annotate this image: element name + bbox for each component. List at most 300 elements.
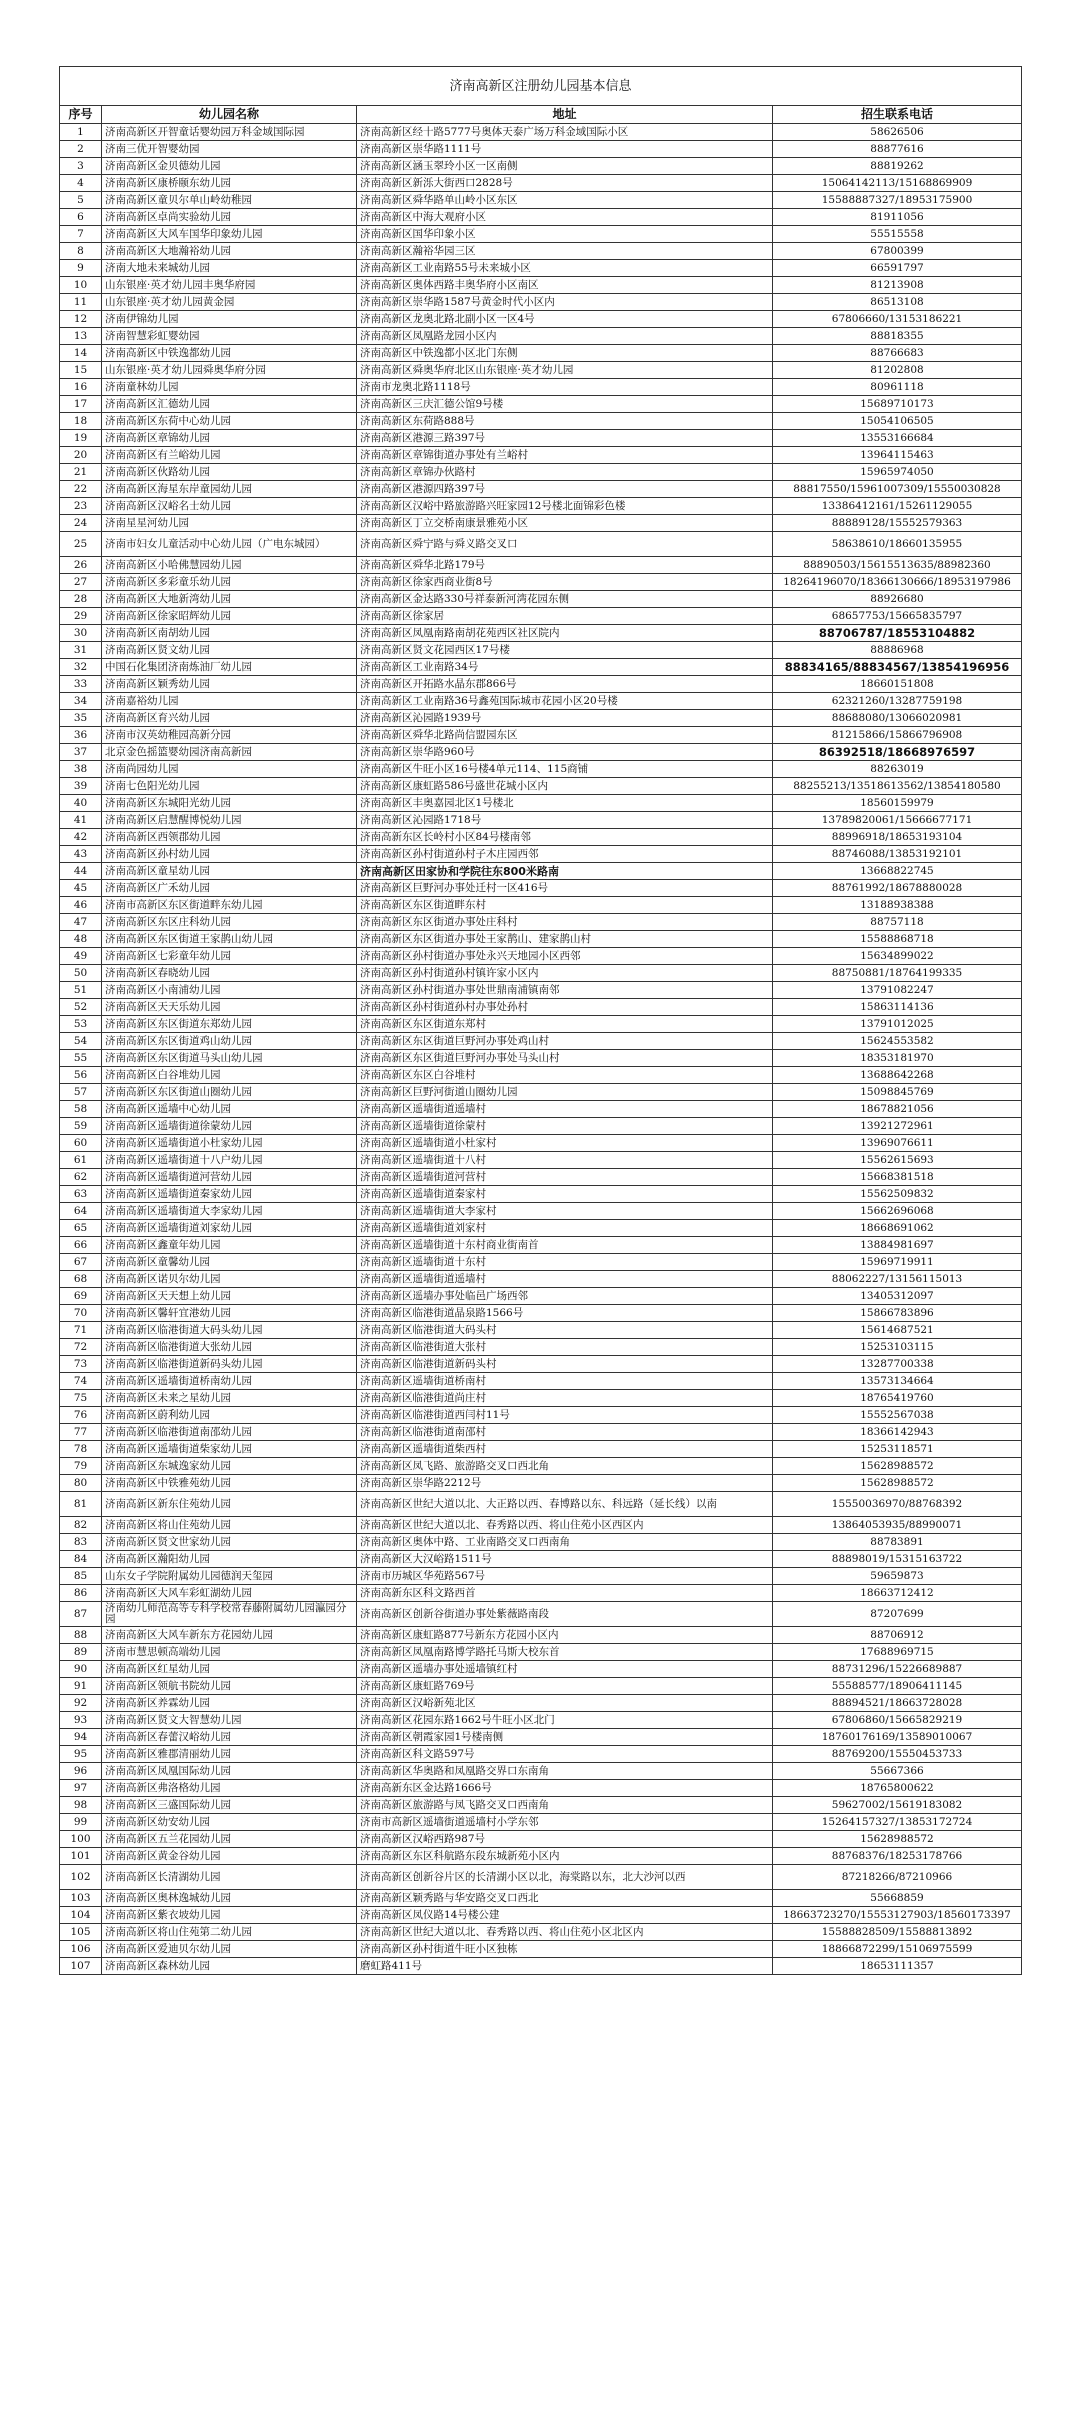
phone: 88750881/18764199335 — [773, 965, 1022, 982]
row-index: 72 — [60, 1339, 102, 1356]
kindergarten-name: 济南高新区大风车国华印象幼儿园 — [102, 226, 357, 243]
row-index: 95 — [60, 1746, 102, 1763]
address: 济南高新区遥墙街道桥南村 — [357, 1373, 773, 1390]
address: 济南高新区临港街道晶泉路1566号 — [357, 1305, 773, 1322]
kindergarten-name: 济南高新区幼安幼儿园 — [102, 1814, 357, 1831]
row-index: 61 — [60, 1152, 102, 1169]
kindergarten-name: 济南高新区白谷堆幼儿园 — [102, 1067, 357, 1084]
table-row — [60, 1517, 1022, 1534]
table-row — [60, 396, 1022, 413]
phone: 13287700338 — [773, 1356, 1022, 1373]
address: 济南高新区康虹路586号盛世花城小区内 — [357, 778, 773, 795]
kindergarten-name: 济南高新区南胡幼儿园 — [102, 625, 357, 642]
row-index: 96 — [60, 1763, 102, 1780]
kindergarten-name: 山东银座·英才幼儿园丰奥华府园 — [102, 277, 357, 294]
table-row — [60, 1695, 1022, 1712]
phone: 15866783896 — [773, 1305, 1022, 1322]
kindergarten-name: 济南智慧彩虹婴幼园 — [102, 328, 357, 345]
kindergarten-name: 济南高新区遥墙街道桥南幼儿园 — [102, 1373, 357, 1390]
address: 济南高新区东区街道畔东村 — [357, 897, 773, 914]
table-row — [60, 498, 1022, 515]
row-index: 41 — [60, 812, 102, 829]
kindergarten-name: 济南高新区养霖幼儿园 — [102, 1695, 357, 1712]
address: 济南高新区三庆汇德公馆9号楼 — [357, 396, 773, 413]
phone: 86392518/18668976597 — [773, 744, 1022, 761]
address: 济南高新区世纪大道以北、春秀路以西、将山住苑小区北区内 — [357, 1924, 773, 1941]
phone: 88263019 — [773, 761, 1022, 778]
table-row — [60, 1373, 1022, 1390]
table-body — [60, 124, 1022, 1975]
row-index: 40 — [60, 795, 102, 812]
table-row — [60, 982, 1022, 999]
address: 济南高新区创新谷片区的长清湖小区以北，海棠路以东，北大沙河以西 — [357, 1865, 773, 1890]
row-index: 54 — [60, 1033, 102, 1050]
row-index: 45 — [60, 880, 102, 897]
table-row — [60, 1220, 1022, 1237]
kindergarten-name: 济南高新区中铁雅苑幼儿园 — [102, 1475, 357, 1492]
address: 济南市龙奥北路1118号 — [357, 379, 773, 396]
kindergarten-name: 济南尚园幼儿园 — [102, 761, 357, 778]
row-index: 20 — [60, 447, 102, 464]
table-row — [60, 362, 1022, 379]
table-row — [60, 260, 1022, 277]
row-index: 14 — [60, 345, 102, 362]
table-row — [60, 591, 1022, 608]
phone: 15253118571 — [773, 1441, 1022, 1458]
row-index: 92 — [60, 1695, 102, 1712]
kindergarten-name: 济南高新区孙村幼儿园 — [102, 846, 357, 863]
phone: 55588577/18906411145 — [773, 1678, 1022, 1695]
address: 济南高新区贤文花园西区17号楼 — [357, 642, 773, 659]
phone: 18663712412 — [773, 1585, 1022, 1602]
table-row — [60, 1271, 1022, 1288]
address: 济南高新区汉峪新苑北区 — [357, 1695, 773, 1712]
row-index: 31 — [60, 642, 102, 659]
kindergarten-name: 济南高新区东荷中心幼儿园 — [102, 413, 357, 430]
table-row — [60, 1458, 1022, 1475]
kindergarten-name: 济南高新区童馨幼儿园 — [102, 1254, 357, 1271]
address: 济南高新区开拓路水晶东郡866号 — [357, 676, 773, 693]
phone: 13884981697 — [773, 1237, 1022, 1254]
address: 济南高新区巨野河街道山圈幼儿园 — [357, 1084, 773, 1101]
kindergarten-name: 济南高新区爱迪贝尔幼儿园 — [102, 1941, 357, 1958]
kindergarten-name: 济南高新区春蕾汉峪幼儿园 — [102, 1729, 357, 1746]
row-index: 23 — [60, 498, 102, 515]
row-index: 85 — [60, 1568, 102, 1585]
table-row — [60, 1186, 1022, 1203]
table-row — [60, 464, 1022, 481]
phone: 88819262 — [773, 158, 1022, 175]
address: 济南高新区崇华路2212号 — [357, 1475, 773, 1492]
phone: 66591797 — [773, 260, 1022, 277]
address: 济南高新区孙村街道办事处永兴天地园小区西邻 — [357, 948, 773, 965]
phone: 88834165/88834567/13854196956 — [773, 659, 1022, 676]
phone: 88886968 — [773, 642, 1022, 659]
address: 济南高新区临港街道大张村 — [357, 1339, 773, 1356]
table-row — [60, 1661, 1022, 1678]
phone: 18353181970 — [773, 1050, 1022, 1067]
phone: 18264196070/18366130666/18953197986 — [773, 574, 1022, 591]
kindergarten-name: 济南高新区童星幼儿园 — [102, 863, 357, 880]
row-index: 24 — [60, 515, 102, 532]
address: 济南高新区舜宁路与舜义路交叉口 — [357, 532, 773, 557]
row-index: 15 — [60, 362, 102, 379]
row-index: 81 — [60, 1492, 102, 1517]
kindergarten-name: 济南高新区卓尚实验幼儿园 — [102, 209, 357, 226]
row-index: 46 — [60, 897, 102, 914]
address: 济南市历城区华苑路567号 — [357, 1568, 773, 1585]
kindergarten-name: 济南市高新区东区街道畔东幼儿园 — [102, 897, 357, 914]
kindergarten-name: 济南高新区临港街道新码头幼儿园 — [102, 1356, 357, 1373]
phone: 13921272961 — [773, 1118, 1022, 1135]
table-row — [60, 277, 1022, 294]
phone: 15562615693 — [773, 1152, 1022, 1169]
phone: 13573134664 — [773, 1373, 1022, 1390]
phone: 13969076611 — [773, 1135, 1022, 1152]
table-row — [60, 778, 1022, 795]
address: 济南高新区奥体西路丰奥华府小区南区 — [357, 277, 773, 294]
table-row — [60, 1644, 1022, 1661]
kindergarten-name: 济南高新区诺贝尔幼儿园 — [102, 1271, 357, 1288]
table-row — [60, 1907, 1022, 1924]
address: 济南高新区徐家居 — [357, 608, 773, 625]
address: 济南高新区崇华路960号 — [357, 744, 773, 761]
address: 济南高新区遥墙办事处临邑广场西邻 — [357, 1288, 773, 1305]
address: 济南高新区沁园路1718号 — [357, 812, 773, 829]
phone: 15969719911 — [773, 1254, 1022, 1271]
row-index: 29 — [60, 608, 102, 625]
phone: 13668822745 — [773, 863, 1022, 880]
table-row — [60, 744, 1022, 761]
kindergarten-name: 北京金色摇篮婴幼园济南高新园 — [102, 744, 357, 761]
address: 济南高新区遥墙街道小杜家村 — [357, 1135, 773, 1152]
table-row — [60, 1848, 1022, 1865]
table-row — [60, 1118, 1022, 1135]
kindergarten-name: 济南高新区弗洛格幼儿园 — [102, 1780, 357, 1797]
table-row — [60, 693, 1022, 710]
table-row — [60, 1135, 1022, 1152]
address: 济南高新区华奥路和凤凰路交界口东南角 — [357, 1763, 773, 1780]
table-row — [60, 447, 1022, 464]
table-row — [60, 1203, 1022, 1220]
table-row — [60, 515, 1022, 532]
row-index: 63 — [60, 1186, 102, 1203]
kindergarten-name: 济南高新区遥墙街道徐蒙幼儿园 — [102, 1118, 357, 1135]
address: 济南高新区金达路330号祥泰新河湾花园东侧 — [357, 591, 773, 608]
address: 济南高新区沁园路1939号 — [357, 710, 773, 727]
kindergarten-name: 济南高新区汇德幼儿园 — [102, 396, 357, 413]
kindergarten-name: 济南高新区贤文大智慧幼儿园 — [102, 1712, 357, 1729]
kindergarten-name: 济南高新区天天想上幼儿园 — [102, 1288, 357, 1305]
row-index: 62 — [60, 1169, 102, 1186]
table-row — [60, 931, 1022, 948]
kindergarten-name: 济南高新区金贝德幼儿园 — [102, 158, 357, 175]
table-row — [60, 243, 1022, 260]
row-index: 9 — [60, 260, 102, 277]
phone: 88746088/13853192101 — [773, 846, 1022, 863]
phone: 88818355 — [773, 328, 1022, 345]
phone: 17688969715 — [773, 1644, 1022, 1661]
table-row — [60, 829, 1022, 846]
table-row — [60, 1865, 1022, 1890]
kindergarten-name: 济南高新区大地新湾幼儿园 — [102, 591, 357, 608]
row-index: 51 — [60, 982, 102, 999]
row-index: 37 — [60, 744, 102, 761]
table-row — [60, 345, 1022, 362]
row-index: 58 — [60, 1101, 102, 1118]
address: 济南高新区瀚裕华园三区 — [357, 243, 773, 260]
address: 济南高新区丁立交桥南康景雅苑小区 — [357, 515, 773, 532]
kindergarten-name: 济南高新区红星幼儿园 — [102, 1661, 357, 1678]
table-row — [60, 1067, 1022, 1084]
address: 济南高新区东荷路888号 — [357, 413, 773, 430]
kindergarten-name: 济南高新区新东住苑幼儿园 — [102, 1492, 357, 1517]
row-index: 97 — [60, 1780, 102, 1797]
row-index: 55 — [60, 1050, 102, 1067]
phone: 88889128/15552579363 — [773, 515, 1022, 532]
table-row — [60, 1924, 1022, 1941]
phone: 67806660/13153186221 — [773, 311, 1022, 328]
row-index: 68 — [60, 1271, 102, 1288]
table-row — [60, 481, 1022, 498]
kindergarten-name: 济南高新区贤文世家幼儿园 — [102, 1534, 357, 1551]
row-index: 75 — [60, 1390, 102, 1407]
table-row — [60, 1424, 1022, 1441]
row-index: 98 — [60, 1797, 102, 1814]
row-index: 104 — [60, 1907, 102, 1924]
row-index: 53 — [60, 1016, 102, 1033]
row-index: 25 — [60, 532, 102, 557]
phone: 18668691062 — [773, 1220, 1022, 1237]
address: 济南高新区遥墙街道十八村 — [357, 1152, 773, 1169]
row-index: 86 — [60, 1585, 102, 1602]
phone: 13405312097 — [773, 1288, 1022, 1305]
phone: 68657753/15665835797 — [773, 608, 1022, 625]
header-phone: 招生联系电话 — [773, 106, 1022, 124]
phone: 15253103115 — [773, 1339, 1022, 1356]
table-row — [60, 1831, 1022, 1848]
table-row — [60, 1033, 1022, 1050]
address: 济南高新区舜华北路尚信盟园东区 — [357, 727, 773, 744]
row-index: 103 — [60, 1890, 102, 1907]
address: 济南高新区龙奥北路北副小区一区4号 — [357, 311, 773, 328]
phone: 13789820061/15666677171 — [773, 812, 1022, 829]
row-index: 69 — [60, 1288, 102, 1305]
table-row — [60, 226, 1022, 243]
address: 济南高新区新泺大街西口2828号 — [357, 175, 773, 192]
address: 济南高新区遥墙街道河营村 — [357, 1169, 773, 1186]
row-index: 42 — [60, 829, 102, 846]
kindergarten-name: 济南高新区东城阳光幼儿园 — [102, 795, 357, 812]
address: 济南高新区遥墙街道刘家村 — [357, 1220, 773, 1237]
header-name: 幼儿园名称 — [102, 106, 357, 124]
table-row — [60, 1627, 1022, 1644]
phone: 15054106505 — [773, 413, 1022, 430]
row-index: 70 — [60, 1305, 102, 1322]
phone: 15588887327/18953175900 — [773, 192, 1022, 209]
row-index: 7 — [60, 226, 102, 243]
address: 济南高新区东区街道巨野河办事处马头山村 — [357, 1050, 773, 1067]
kindergarten-name: 济南大地未来城幼儿园 — [102, 260, 357, 277]
kindergarten-name: 济南高新区多彩童乐幼儿园 — [102, 574, 357, 591]
address: 济南高新东区科文路西首 — [357, 1585, 773, 1602]
address: 济南高新东区长岭村小区84号楼南邻 — [357, 829, 773, 846]
kindergarten-name: 济南高新区西领郡幼儿园 — [102, 829, 357, 846]
phone: 13688642268 — [773, 1067, 1022, 1084]
kindergarten-name: 济南高新区东区街道山圈幼儿园 — [102, 1084, 357, 1101]
row-index: 52 — [60, 999, 102, 1016]
row-index: 34 — [60, 693, 102, 710]
address: 济南高新东区金达路1666号 — [357, 1780, 773, 1797]
kindergarten-name: 济南高新区遥墙街道十八户幼儿园 — [102, 1152, 357, 1169]
address: 济南高新区遥墙街道徐蒙村 — [357, 1118, 773, 1135]
phone: 55668859 — [773, 1890, 1022, 1907]
row-index: 39 — [60, 778, 102, 795]
kindergarten-name: 济南高新区未来之星幼儿园 — [102, 1390, 357, 1407]
kindergarten-name: 济南高新区临港街道大张幼儿园 — [102, 1339, 357, 1356]
phone: 88817550/15961007309/15550030828 — [773, 481, 1022, 498]
address: 济南高新区中海大观府小区 — [357, 209, 773, 226]
row-index: 56 — [60, 1067, 102, 1084]
row-index: 33 — [60, 676, 102, 693]
row-index: 73 — [60, 1356, 102, 1373]
address: 济南高新区凤凰南路博学路托马斯大校东首 — [357, 1644, 773, 1661]
address: 济南高新区牛旺小区16号楼4单元114、115商铺 — [357, 761, 773, 778]
table-row — [60, 294, 1022, 311]
kindergarten-name: 济南高新区雅郡清丽幼儿园 — [102, 1746, 357, 1763]
table-row — [60, 1475, 1022, 1492]
row-index: 12 — [60, 311, 102, 328]
address: 济南高新区东区科航路东段东城新苑小区内 — [357, 1848, 773, 1865]
row-index: 71 — [60, 1322, 102, 1339]
row-index: 84 — [60, 1551, 102, 1568]
row-index: 80 — [60, 1475, 102, 1492]
phone: 81215866/15866796908 — [773, 727, 1022, 744]
row-index: 100 — [60, 1831, 102, 1848]
phone: 88783891 — [773, 1534, 1022, 1551]
kindergarten-name: 济南高新区遥墙街道刘家幼儿园 — [102, 1220, 357, 1237]
phone: 18560159979 — [773, 795, 1022, 812]
phone: 58626506 — [773, 124, 1022, 141]
kindergarten-name: 济南市汉英幼稚园高新分园 — [102, 727, 357, 744]
address: 济南高新区临港街道西闫村11号 — [357, 1407, 773, 1424]
phone: 18653111357 — [773, 1958, 1022, 1975]
phone: 55667366 — [773, 1763, 1022, 1780]
address: 济南高新区东区街道办事处王家鹊山、建家鹊山村 — [357, 931, 773, 948]
row-index: 13 — [60, 328, 102, 345]
address: 济南高新区朝霞家园1号楼南侧 — [357, 1729, 773, 1746]
kindergarten-name: 山东女子学院附属幼儿园德润天玺园 — [102, 1568, 357, 1585]
row-index: 57 — [60, 1084, 102, 1101]
kindergarten-name: 济南高新区徐家昭辉幼儿园 — [102, 608, 357, 625]
phone: 13791012025 — [773, 1016, 1022, 1033]
table-row — [60, 1101, 1022, 1118]
kindergarten-name: 济南高新区临港街道南邵幼儿园 — [102, 1424, 357, 1441]
table-row — [60, 727, 1022, 744]
kindergarten-name: 济南高新区将山住苑幼儿园 — [102, 1517, 357, 1534]
table-row — [60, 1322, 1022, 1339]
kindergarten-name: 济南高新区遥墙街道河营幼儿园 — [102, 1169, 357, 1186]
phone: 15550036970/88768392 — [773, 1492, 1022, 1517]
kindergarten-name: 济南市妇女儿童活动中心幼儿园（广电东城园） — [102, 532, 357, 557]
row-index: 76 — [60, 1407, 102, 1424]
kindergarten-name: 济南高新区大地瀚裕幼儿园 — [102, 243, 357, 260]
row-index: 99 — [60, 1814, 102, 1831]
phone: 80961118 — [773, 379, 1022, 396]
table-row — [60, 1441, 1022, 1458]
table-row — [60, 1958, 1022, 1975]
row-index: 22 — [60, 481, 102, 498]
phone: 15634899022 — [773, 948, 1022, 965]
row-index: 50 — [60, 965, 102, 982]
kindergarten-name: 济南市慧思顿高端幼儿园 — [102, 1644, 357, 1661]
row-index: 47 — [60, 914, 102, 931]
table-row — [60, 328, 1022, 345]
kindergarten-name: 济南高新区遥墙中心幼儿园 — [102, 1101, 357, 1118]
phone: 18678821056 — [773, 1101, 1022, 1118]
phone: 88877616 — [773, 141, 1022, 158]
table-row — [60, 812, 1022, 829]
address: 济南高新区徐家西商业街8号 — [357, 574, 773, 591]
address: 济南高新区丰奥嘉园北区1号楼北 — [357, 795, 773, 812]
address: 济南高新区孙村街道孙村子木庄园西邻 — [357, 846, 773, 863]
row-index: 3 — [60, 158, 102, 175]
phone: 88894521/18663728028 — [773, 1695, 1022, 1712]
phone: 88706787/18553104882 — [773, 625, 1022, 642]
table-row — [60, 1237, 1022, 1254]
row-index: 4 — [60, 175, 102, 192]
address: 济南高新区遥墙街道十东村商业街南首 — [357, 1237, 773, 1254]
address: 济南高新区康虹路769号 — [357, 1678, 773, 1695]
kindergarten-name: 济南高新区领航书院幼儿园 — [102, 1678, 357, 1695]
table-row — [60, 863, 1022, 880]
table-row — [60, 948, 1022, 965]
kindergarten-name: 济南高新区东区庄科幼儿园 — [102, 914, 357, 931]
table-row — [60, 1585, 1022, 1602]
kindergarten-name: 济南高新区童贝尔单山岭幼稚园 — [102, 192, 357, 209]
kindergarten-name: 济南高新区启慧醒博悦幼儿园 — [102, 812, 357, 829]
address: 济南高新区巨野河办事处迁村一区416号 — [357, 880, 773, 897]
phone: 86513108 — [773, 294, 1022, 311]
kindergarten-name: 济南高新区东区街道鸡山幼儿园 — [102, 1033, 357, 1050]
address: 济南高新区科文路597号 — [357, 1746, 773, 1763]
kindergarten-name: 济南高新区鑫童年幼儿园 — [102, 1237, 357, 1254]
table-row — [60, 914, 1022, 931]
row-index: 21 — [60, 464, 102, 481]
kindergarten-name: 济南高新区有兰峪幼儿园 — [102, 447, 357, 464]
phone: 88769200/15550453733 — [773, 1746, 1022, 1763]
kindergarten-name: 济南高新区七彩童年幼儿园 — [102, 948, 357, 965]
kindergarten-name: 济南幼儿师范高等专科学校常春藤附属幼儿园瀛园分园 — [102, 1602, 357, 1627]
kindergarten-name: 济南高新区颖秀幼儿园 — [102, 676, 357, 693]
phone: 88062227/13156115013 — [773, 1271, 1022, 1288]
kindergarten-name: 济南高新区大风车彩虹湖幼儿园 — [102, 1585, 357, 1602]
phone: 15552567038 — [773, 1407, 1022, 1424]
table-row — [60, 795, 1022, 812]
row-index: 48 — [60, 931, 102, 948]
address: 济南高新区凤凰路龙园小区内 — [357, 328, 773, 345]
table-row — [60, 1254, 1022, 1271]
table-row — [60, 124, 1022, 141]
phone: 15668381518 — [773, 1169, 1022, 1186]
phone: 15264157327/13853172724 — [773, 1814, 1022, 1831]
address: 济南高新区工业南路34号 — [357, 659, 773, 676]
table-row — [60, 209, 1022, 226]
row-index: 107 — [60, 1958, 102, 1975]
row-index: 65 — [60, 1220, 102, 1237]
phone: 87218266/87210966 — [773, 1865, 1022, 1890]
phone: 88731296/15226689887 — [773, 1661, 1022, 1678]
